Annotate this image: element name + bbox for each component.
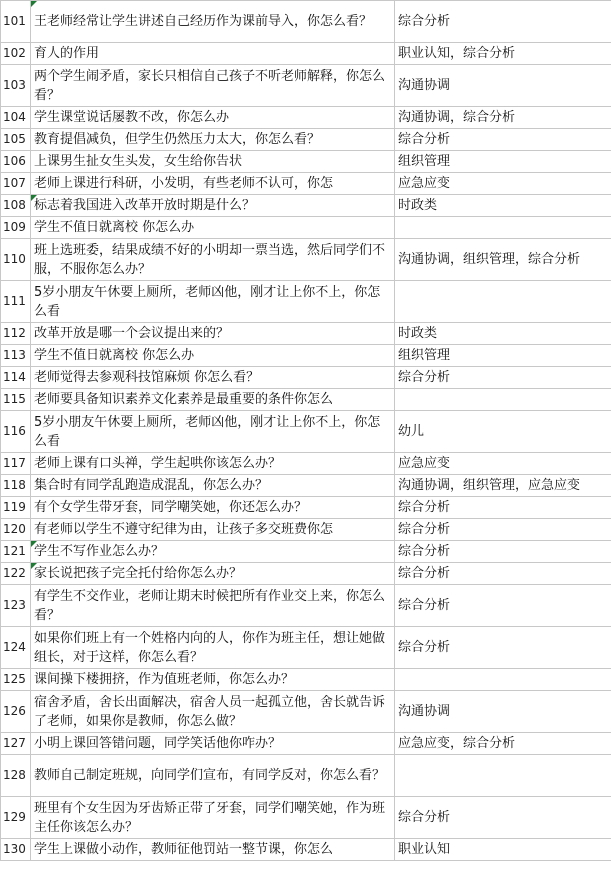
table-row: [1, 389, 611, 411]
question-cell[interactable]: 教育提倡减负，但学生仍然压力太大，你怎么看？: [31, 129, 395, 151]
question-cell[interactable]: 上课男生扯女生头发，女生给你告状: [31, 151, 395, 173]
question-cell[interactable]: 5岁小朋友午休要上厕所，老师凶他，刚才让上你不上，你怎么看: [31, 281, 395, 323]
question-cell[interactable]: 宿舍矛盾，舍长出面解决，宿舍人员一起孤立他，舍长就告诉了老师，如果你是教师，你怎么做？: [31, 691, 395, 733]
question-cell[interactable]: 改革开放是哪一个会议提出来的？: [31, 323, 395, 345]
category-cell[interactable]: 沟通协调: [395, 691, 611, 733]
row-number-cell[interactable]: 105: [1, 129, 31, 151]
table-row: [1, 345, 611, 367]
category-cell[interactable]: 沟通协调，组织管理，综合分析: [395, 239, 611, 281]
table-row: [1, 281, 611, 323]
table-row: [1, 323, 611, 345]
row-number-cell[interactable]: 101: [1, 1, 31, 43]
table-row: [1, 239, 611, 281]
question-cell[interactable]: 学生不值日就离校 你怎么办: [31, 345, 395, 367]
table-row: [1, 151, 611, 173]
question-cell[interactable]: 老师觉得去参观科技馆麻烦 你怎么看？: [31, 367, 395, 389]
row-number-cell[interactable]: 127: [1, 733, 31, 755]
table-row: [1, 195, 611, 217]
table-row: [1, 797, 611, 839]
table-row: [1, 475, 611, 497]
row-number-cell[interactable]: 112: [1, 323, 31, 345]
table-row: [1, 65, 611, 107]
row-number-cell[interactable]: 106: [1, 151, 31, 173]
category-cell[interactable]: 综合分析: [395, 627, 611, 669]
table-row: [1, 453, 611, 475]
category-cell[interactable]: 应急应变，综合分析: [395, 733, 611, 755]
category-cell[interactable]: 职业认知，综合分析: [395, 43, 611, 65]
question-cell[interactable]: 教师自己制定班规，向同学们宣布，有同学反对，你怎么看？: [31, 755, 395, 797]
category-cell[interactable]: 应急应变: [395, 173, 611, 195]
question-cell[interactable]: 标志着我国进入改革开放时期是什么？: [31, 195, 395, 217]
table-body: [1, 1, 611, 861]
table-row: [1, 411, 611, 453]
category-cell[interactable]: 综合分析: [395, 585, 611, 627]
row-number-cell[interactable]: 113: [1, 345, 31, 367]
question-cell[interactable]: 有个女学生带牙套，同学嘲笑她，你还怎么办？: [31, 497, 395, 519]
question-cell[interactable]: 学生上课做小动作，教师征他罚站一整节课，你怎么: [31, 839, 395, 861]
row-number-cell[interactable]: 103: [1, 65, 31, 107]
table-row: [1, 691, 611, 733]
question-cell[interactable]: 班上选班委，结果成绩不好的小明却一票当选，然后同学们不服，不服你怎么办？: [31, 239, 395, 281]
row-number-cell[interactable]: 125: [1, 669, 31, 691]
table-row: [1, 43, 611, 65]
row-number-cell[interactable]: 114: [1, 367, 31, 389]
table-row: [1, 217, 611, 239]
row-number-cell[interactable]: 119: [1, 497, 31, 519]
table-row: [1, 585, 611, 627]
question-cell[interactable]: 老师上课进行科研，小发明，有些老师不认可，你怎: [31, 173, 395, 195]
category-cell[interactable]: 综合分析: [395, 367, 611, 389]
question-cell[interactable]: 两个学生闹矛盾，家长只相信自己孩子不听老师解释，你怎么看？: [31, 65, 395, 107]
question-cell[interactable]: 有老师以学生不遵守纪律为由，让孩子多交班费你怎: [31, 519, 395, 541]
row-number-cell[interactable]: 126: [1, 691, 31, 733]
category-cell[interactable]: [395, 217, 611, 239]
row-number-cell[interactable]: 115: [1, 389, 31, 411]
question-cell[interactable]: 王老师经常让学生讲述自己经历作为课前导入，你怎么看？: [31, 1, 395, 43]
question-cell[interactable]: 学生课堂说话屡教不改，你怎么办: [31, 107, 395, 129]
category-cell[interactable]: 时政类: [395, 323, 611, 345]
question-cell[interactable]: 集合时有同学乱跑造成混乱，你怎么办？: [31, 475, 395, 497]
category-cell[interactable]: 综合分析: [395, 497, 611, 519]
table-row: [1, 627, 611, 669]
table-row: [1, 1, 611, 43]
category-cell[interactable]: 职业认知: [395, 839, 611, 861]
row-number-cell[interactable]: 129: [1, 797, 31, 839]
row-number-cell[interactable]: 111: [1, 281, 31, 323]
question-cell[interactable]: 如果你们班上有一个姓格内向的人，你作为班主任，想让她做组长，对于这样，你怎么看？: [31, 627, 395, 669]
category-cell[interactable]: 应急应变: [395, 453, 611, 475]
category-cell[interactable]: [395, 669, 611, 691]
category-cell[interactable]: 综合分析: [395, 1, 611, 43]
question-cell[interactable]: 学生不值日就离校 你怎么办: [31, 217, 395, 239]
row-number-cell[interactable]: 104: [1, 107, 31, 129]
category-cell[interactable]: 沟通协调，组织管理，应急应变: [395, 475, 611, 497]
category-cell[interactable]: 组织管理: [395, 151, 611, 173]
table-row: [1, 129, 611, 151]
question-cell[interactable]: 育人的作用: [31, 43, 395, 65]
category-cell[interactable]: 综合分析: [395, 541, 611, 563]
category-cell[interactable]: 综合分析: [395, 519, 611, 541]
row-number-cell[interactable]: 122: [1, 563, 31, 585]
table-row: [1, 839, 611, 861]
row-number-cell[interactable]: 108: [1, 195, 31, 217]
category-cell[interactable]: [395, 755, 611, 797]
row-number-cell[interactable]: 110: [1, 239, 31, 281]
row-number-cell[interactable]: 120: [1, 519, 31, 541]
row-number-cell[interactable]: 128: [1, 755, 31, 797]
row-number-cell[interactable]: 124: [1, 627, 31, 669]
question-cell[interactable]: 班里有个女生因为牙齿矫正带了牙套，同学们嘲笑她，作为班主任你该怎么办？: [31, 797, 395, 839]
row-number-cell[interactable]: 109: [1, 217, 31, 239]
category-cell[interactable]: 综合分析: [395, 563, 611, 585]
question-cell[interactable]: 有学生不交作业，老师让期末时候把所有作业交上来，你怎么看？: [31, 585, 395, 627]
category-cell[interactable]: 沟通协调，综合分析: [395, 107, 611, 129]
category-cell[interactable]: 幼儿: [395, 411, 611, 453]
row-number-cell[interactable]: 116: [1, 411, 31, 453]
question-cell[interactable]: 小明上课回答错问题，同学笑话他你咋办？: [31, 733, 395, 755]
row-number-cell[interactable]: 130: [1, 839, 31, 861]
row-number-cell[interactable]: 123: [1, 585, 31, 627]
question-cell[interactable]: 课间操下楼拥挤，作为值班老师，你怎么办？: [31, 669, 395, 691]
table-row: [1, 669, 611, 691]
category-cell[interactable]: 时政类: [395, 195, 611, 217]
table-row: [1, 173, 611, 195]
question-cell[interactable]: 5岁小朋友午休要上厕所，老师凶他，刚才让上你不上，你怎么看: [31, 411, 395, 453]
row-number-cell[interactable]: 107: [1, 173, 31, 195]
table-row: [1, 541, 611, 563]
row-number-cell[interactable]: 102: [1, 43, 31, 65]
table-row: [1, 755, 611, 797]
table-row: [1, 497, 611, 519]
category-cell[interactable]: 综合分析: [395, 129, 611, 151]
table-row: [1, 519, 611, 541]
table-row: [1, 107, 611, 129]
category-cell[interactable]: 综合分析: [395, 797, 611, 839]
table-row: [1, 563, 611, 585]
row-number-cell[interactable]: 121: [1, 541, 31, 563]
table-row: [1, 367, 611, 389]
row-number-cell[interactable]: 117: [1, 453, 31, 475]
category-cell[interactable]: 组织管理: [395, 345, 611, 367]
row-number-cell[interactable]: 118: [1, 475, 31, 497]
category-cell[interactable]: [395, 281, 611, 323]
question-cell[interactable]: 家长说把孩子完全托付给你怎么办？: [31, 563, 395, 585]
question-cell[interactable]: 老师上课有口头禅，学生起哄你该怎么办？: [31, 453, 395, 475]
table-row: [1, 733, 611, 755]
category-cell[interactable]: [395, 389, 611, 411]
question-cell[interactable]: 学生不写作业怎么办？: [31, 541, 395, 563]
category-cell[interactable]: 沟通协调: [395, 65, 611, 107]
question-cell[interactable]: 老师要具备知识素养文化素养是最重要的条件你怎么: [31, 389, 395, 411]
